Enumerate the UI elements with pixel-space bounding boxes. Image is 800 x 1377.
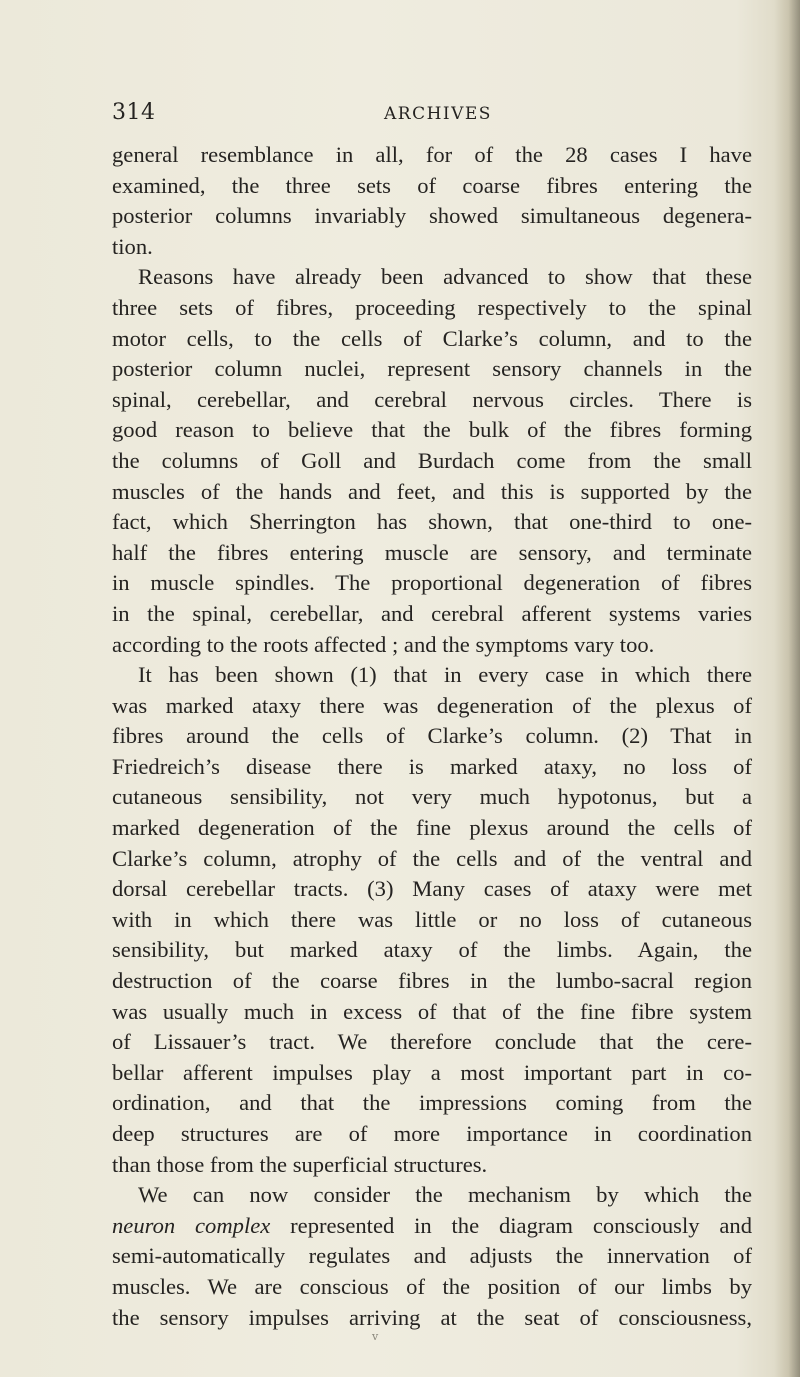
footer-mark: v bbox=[372, 1330, 379, 1343]
running-head: ARCHIVES bbox=[384, 104, 492, 124]
text-line: general resemblance in all, for of the 28 cases I have bbox=[112, 142, 752, 167]
text-line: destruction of the coarse fibres in the lumbo-sacral region bbox=[112, 968, 752, 994]
text-line: than those from the superficial structures. bbox=[112, 1151, 488, 1177]
text-line: deep structures are of more importance in coordination bbox=[112, 1121, 752, 1146]
text-line: the sensory impulses arriving at the seat of consciousness, bbox=[112, 1304, 752, 1330]
text-line: half the fibres entering muscle are sensory, and terminate bbox=[112, 539, 752, 565]
text-line: good reason to believe that the bulk of the fibres forming bbox=[112, 417, 752, 443]
text-line: ordination, and that the impressions coming from the bbox=[112, 1090, 752, 1116]
text-line-with-italic bbox=[112, 1211, 752, 1242]
text-line: tion. bbox=[112, 233, 153, 259]
text-line: It has been shown (1) that in every case in which there bbox=[138, 662, 752, 688]
text-line: posterior column nuclei, represent sensory channels in the bbox=[112, 356, 752, 382]
text-line: fact, which Sherrington has shown, that one-third to one- bbox=[112, 509, 752, 535]
text-line: marked degeneration of the fine plexus around the cells of bbox=[112, 815, 752, 841]
text-line: Clarke’s column, atrophy of the cells and of the ventral and bbox=[112, 845, 752, 871]
page-header bbox=[112, 100, 752, 132]
text-line: muscles of the hands and feet, and this is supported by the bbox=[112, 478, 752, 504]
text-line: muscles. We are conscious of the position of our limbs by bbox=[112, 1273, 752, 1299]
text-line: was marked ataxy there was degeneration of the plexus of bbox=[112, 692, 752, 718]
text-line: bellar afferent impulses play a most important part in co- bbox=[112, 1059, 752, 1085]
text-line: was usually much in excess of that of the fine fibre system bbox=[112, 998, 752, 1024]
text-line: Reasons have already been advanced to show that these bbox=[138, 264, 752, 290]
text-line: Friedreich’s disease there is marked ataxy, no loss of bbox=[112, 753, 752, 779]
text-line: fibres around the cells of Clarke’s column. (2) That in bbox=[112, 723, 752, 749]
text-line: motor cells, to the cells of Clarke’s column, and to the bbox=[112, 325, 752, 351]
page-edge-shadow bbox=[774, 0, 800, 1377]
text-run: represented in the diagram consciously and bbox=[270, 1212, 752, 1238]
italic-phrase: neuron complex bbox=[112, 1212, 271, 1238]
text-line: according to the roots affected ; and the symptoms vary too. bbox=[112, 631, 655, 657]
text-line: posterior columns invariably showed simultaneous degenera- bbox=[112, 203, 752, 229]
text-line: with in which there was little or no loss of cutaneous bbox=[112, 906, 752, 932]
body-text bbox=[112, 140, 752, 1333]
text-line: dorsal cerebellar tracts. (3) Many cases of ataxy were met bbox=[112, 876, 752, 902]
text-line: We can now consider the mechanism by which the bbox=[138, 1182, 752, 1208]
text-line: semi-automatically regulates and adjusts the innervation of bbox=[112, 1243, 752, 1269]
text-line: the columns of Goll and Burdach come from the small bbox=[112, 447, 752, 473]
text-line: of Lissauer’s tract. We therefore conclude that the cere- bbox=[112, 1029, 752, 1055]
text-line: spinal, cerebellar, and cerebral nervous circles. There is bbox=[112, 386, 752, 412]
text-line: sensibility, but marked ataxy of the limbs. Again, the bbox=[112, 937, 752, 963]
text-line: in the spinal, cerebellar, and cerebral afferent systems varies bbox=[112, 600, 752, 626]
text-line: cutaneous sensibility, not very much hypotonus, but a bbox=[112, 784, 752, 810]
page-number: 314 bbox=[112, 100, 156, 125]
text-line: examined, the three sets of coarse fibres entering the bbox=[112, 172, 752, 198]
text-line: in muscle spindles. The proportional degeneration of fibres bbox=[112, 570, 752, 596]
text-line: three sets of fibres, proceeding respectively to the spinal bbox=[112, 294, 752, 320]
